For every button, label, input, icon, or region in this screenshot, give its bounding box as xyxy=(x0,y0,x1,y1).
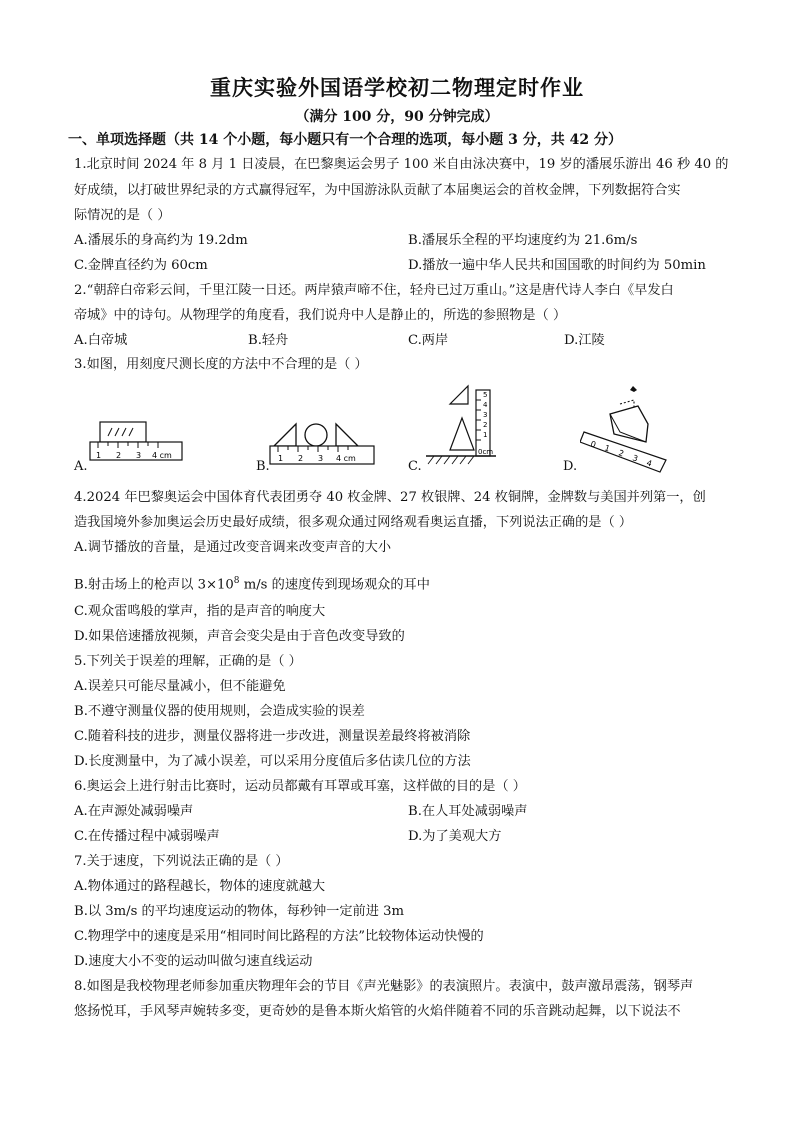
q4-option-b-exponent: 8 xyxy=(233,576,240,586)
ruler-tick-4: 4 cm xyxy=(152,451,172,460)
ruler-tick-0: 0cm xyxy=(478,448,494,456)
q4-option-b xyxy=(74,572,430,594)
ruler-tick-1: 1 xyxy=(603,443,612,454)
triangle-left xyxy=(274,424,296,446)
q6-option-c: C.在传播过程中减弱噪声 xyxy=(74,829,220,844)
q3-figure-c xyxy=(420,384,500,470)
q8-line-2: 悠扬悦耳，手风琴声婉转多变，更奇妙的是鲁本斯火焰管的火焰伴随着不同的乐音跳动起舞，以下说法不 xyxy=(74,1004,681,1019)
set-square-top xyxy=(450,386,468,404)
q3-figure-d xyxy=(580,384,670,474)
q6-option-d: D.为了美观大方 xyxy=(408,829,502,844)
ruler-tick-5: 5 xyxy=(483,391,488,399)
q3-fig-d-label: D. xyxy=(563,459,578,474)
q4-option-b-tail: m/s 的速度传到现场观众的耳中 xyxy=(239,577,430,593)
triangle-right xyxy=(336,424,358,446)
q6-option-a: A.在声源处减弱噪声 xyxy=(74,804,194,819)
q7-option-b: B.以 3m/s 的平均速度运动的物体，每秒钟一定前进 3m xyxy=(74,904,405,919)
q2-line-2: 帝城》中的诗句。从物理学的角度看，我们说舟中人是静止的，所选的参照物是（ ） xyxy=(74,308,567,323)
ruler-tick-1: 1 xyxy=(96,451,102,460)
ruler-tick-3: 3 xyxy=(318,454,324,463)
ruler-tick-2: 2 xyxy=(483,421,488,429)
q3-fig-c-label: C. xyxy=(408,459,422,474)
q3-figure-b xyxy=(266,414,378,470)
exam-subtitle: （满分 100 分，90 分钟完成） xyxy=(295,109,499,125)
q2-option-c: C.两岸 xyxy=(408,333,449,348)
q3-figure-a xyxy=(88,418,188,470)
q5-option-a: A.误差只可能尽量减小，但不能避免 xyxy=(74,679,286,694)
q1-option-a: A.潘展乐的身高约为 19.2dm xyxy=(74,233,248,248)
q2-option-d: D.江陵 xyxy=(564,333,605,348)
q1-option-c: C.金牌直径约为 60cm xyxy=(74,258,208,273)
q7-line-1: 7.关于速度，下列说法正确的是（ ） xyxy=(74,854,289,869)
ruler-tick-0: 0 xyxy=(589,439,598,450)
q7-option-a: A.物体通过的路程越长，物体的速度就越大 xyxy=(74,879,326,894)
ruler-tick-2: 2 xyxy=(298,454,304,463)
q7-option-c: C.物理学中的速度是采用“相同时间比路程的方法”比较物体运动快慢的 xyxy=(74,929,484,944)
measured-block xyxy=(100,422,146,442)
q4-option-b-head: B.射击场上的枪声以 3×10 xyxy=(74,577,234,593)
ruler-tick-4: 4 cm xyxy=(336,454,356,463)
q2-option-a: A.白帝城 xyxy=(74,333,128,348)
ruler-tick-4: 4 xyxy=(483,401,488,409)
ruler-tick-2: 2 xyxy=(116,451,122,460)
q3-fig-a-label: A. xyxy=(74,459,88,474)
q4-line-1: 4.2024 年巴黎奥运会中国体育代表团勇夺 40 枚金牌、27 枚银牌、24 枚铜牌，金牌数与美国并列第一，创 xyxy=(74,490,706,505)
q4-option-c: C.观众雷鸣般的掌声，指的是声音的响度大 xyxy=(74,604,326,619)
ruler-tick-2: 2 xyxy=(617,448,626,459)
q4-line-2: 造我国境外参加奥运会历史最好成绩，很多观众通过网络观看奥运直播，下列说法正确的是（ ） xyxy=(74,515,633,530)
q1-option-b: B.潘展乐全程的平均速度约为 21.6m/s xyxy=(408,233,638,248)
measured-ball xyxy=(305,424,327,446)
ruler-tick-3: 3 xyxy=(483,411,488,419)
exam-title: 重庆实验外国语学校初二物理定时作业 xyxy=(210,75,584,100)
ruler-tick-1: 1 xyxy=(483,431,488,439)
measured-cone xyxy=(450,418,474,450)
q2-line-1: 2.“朝辞白帝彩云间，千里江陵一日还。两岸猿声啼不住，轻舟已过万重山。”这是唐代诗人李白《早发白 xyxy=(74,283,674,298)
ruler-tick-4: 4 xyxy=(645,458,654,469)
q8-line-1: 8.如图是我校物理老师参加重庆物理年会的节目《声光魅影》的表演照片。表演中，鼓声激昂震荡，钢琴声 xyxy=(74,979,694,994)
q5-option-c: C.随着科技的进步，测量仪器将进一步改进，测量误差最终将被消除 xyxy=(74,729,471,744)
q1-line-1: 1.北京时间 2024 年 8 月 1 日凌晨，在巴黎奥运会男子 100 米自由泳决赛中，19 岁的潘展乐游出 46 秒 40 的 xyxy=(74,157,729,172)
q3-fig-b-label: B. xyxy=(256,459,270,474)
q6-line-1: 6.奥运会上进行射击比赛时，运动员都戴有耳罩或耳塞，这样做的目的是（ ） xyxy=(74,779,526,794)
ruler-tick-3: 3 xyxy=(631,453,640,464)
ruler-tick-3: 3 xyxy=(136,451,142,460)
q2-option-b: B.轻舟 xyxy=(248,333,289,348)
section-heading: 一、单项选择题（共 14 个小题，每小题只有一个合理的选项，每小题 3 分，共 42 分） xyxy=(68,132,622,148)
q4-option-d: D.如果倍速播放视频，声音会变尖是由于音色改变导致的 xyxy=(74,629,405,644)
q3-line-1: 3.如图，用刻度尺测长度的方法中不合理的是（ ） xyxy=(74,357,368,372)
q4-option-a: A.调节播放的音量，是通过改变音调来改变声音的大小 xyxy=(74,540,392,555)
q1-option-d: D.播放一遍中华人民共和国国歌的时间约为 50min xyxy=(408,258,706,273)
eye-icon xyxy=(630,386,637,392)
q6-option-b: B.在人耳处减弱噪声 xyxy=(408,804,528,819)
q1-line-3: 际情况的是（ ） xyxy=(74,208,171,223)
ruler-tick-1: 1 xyxy=(278,454,284,463)
q5-line-1: 5.下列关于误差的理解，正确的是（ ） xyxy=(74,654,302,669)
q1-line-2: 好成绩，以打破世界纪录的方式赢得冠军，为中国游泳队贡献了本届奥运会的首枚金牌，下列数据符合实 xyxy=(74,183,681,198)
q5-option-d: D.长度测量中，为了减小误差，可以采用分度值后多估读几位的方法 xyxy=(74,754,471,769)
q7-option-d: D.速度大小不变的运动叫做匀速直线运动 xyxy=(74,954,313,969)
q5-option-b: B.不遵守测量仪器的使用规则，会造成实验的误差 xyxy=(74,704,365,719)
